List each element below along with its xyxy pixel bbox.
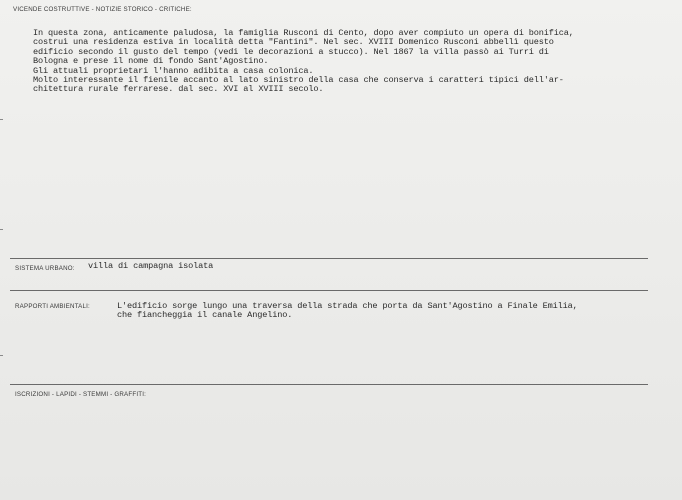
vicende-line: chitettura rurale ferrarese. dal sec. XVI al XVIII secolo.	[33, 84, 324, 95]
vicende-line: Gli attuali proprietari l'hanno adibita a casa colonica.	[33, 65, 314, 76]
section-divider	[10, 290, 648, 291]
vicende-line: Bologna e prese il nome di fondo Sant'Agostino.	[33, 56, 269, 67]
vicende-line: Molto interessante il fienile accanto al lato sinistro della casa che conserva i caratteri tipici dell'ar-	[33, 75, 564, 86]
rapporti-label: RAPPORTI AMBIENTALI:	[15, 303, 90, 310]
vicende-line: edificio secondo il gusto del tempo (vedi le decorazioni a stucco). Nel 1867 la villa passò ai Turri di	[33, 46, 549, 57]
section-divider	[10, 258, 648, 259]
margin-mark	[0, 355, 3, 356]
vicende-text	[33, 29, 574, 95]
vicende-label: VICENDE COSTRUTTIVE - NOTIZIE STORICO - CRITICHE:	[13, 6, 192, 13]
section-divider	[10, 384, 648, 385]
margin-mark	[0, 119, 3, 120]
rapporti-text	[117, 302, 578, 321]
rapporti-line: L'edificio sorge lungo una traversa della strada che porta da Sant'Agostino a Finale Emilia,	[117, 301, 578, 311]
vicende-line: costruì una residenza estiva in località detta "Fantini". Nel sec. XVIII Domenico Rusconi abbellì questo	[33, 37, 554, 48]
rapporti-line: che fiancheggia il canale Angelino.	[117, 310, 293, 321]
margin-mark	[0, 229, 3, 230]
sistema-label: SISTEMA URBANO:	[15, 265, 75, 272]
iscrizioni-label: ISCRIZIONI - LAPIDI - STEMMI - GRAFFITI:	[15, 391, 147, 398]
sistema-value: villa di campagna isolata	[88, 261, 214, 271]
vicende-line: In questa zona, anticamente paludosa, la famiglia Rusconi di Cento, dopo aver compiuto un opera di bonifica,	[33, 28, 574, 38]
